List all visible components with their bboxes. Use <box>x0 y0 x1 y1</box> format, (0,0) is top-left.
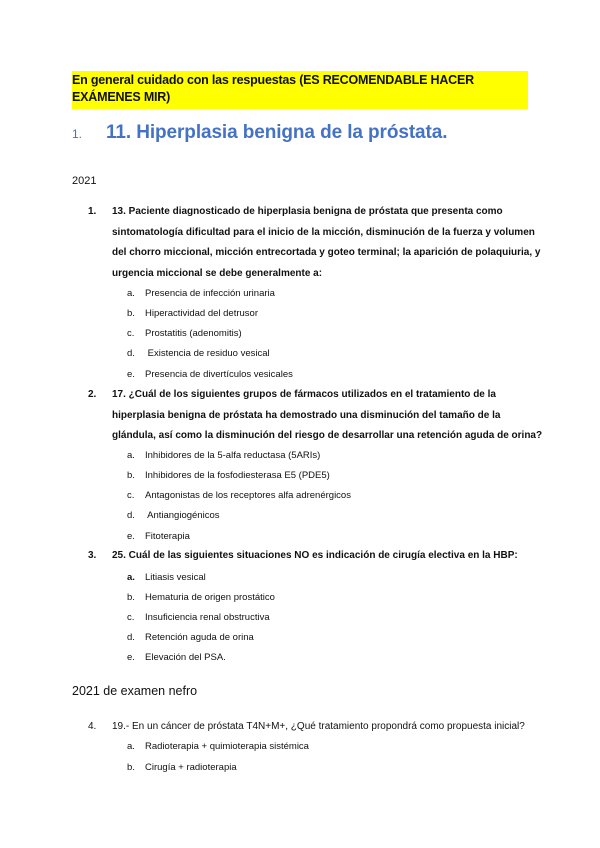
option: a. Litiasis vesical <box>127 572 206 583</box>
section-heading <box>72 122 447 144</box>
option: c. Prostatitis (adenomitis) <box>127 328 242 339</box>
question-2 <box>88 385 543 447</box>
question-text: 19.- En un cáncer de próstata T4N+M+, ¿Qué tratamiento propondrá como propuesta inicial? <box>112 721 525 732</box>
question-text: 25. Cuál de las siguientes situaciones NO es indicación de cirugía electiva en la HBP: <box>112 550 518 561</box>
option: b. Inhibidores de la fosfodiesterasa E5 (PDE5) <box>127 470 330 481</box>
option: a. Presencia de infección urinaria <box>127 288 275 299</box>
question-4 <box>88 717 543 738</box>
section-note: 2021 de examen nefro <box>72 684 198 698</box>
option: a. Radioterapia + quimioterapia sistémica <box>127 741 309 752</box>
warning-banner: En general cuidado con las respuestas (ES RECOMENDABLE HACER EXÁMENES MIR) <box>72 71 528 109</box>
question-1 <box>88 202 543 284</box>
question-number: 1. <box>88 206 97 217</box>
question-number: 2. <box>88 389 97 400</box>
option: e. Elevación del PSA. <box>127 652 226 663</box>
option: d. Antiangiogénicos <box>127 510 220 521</box>
option: b. Hiperactividad del detrusor <box>127 308 259 319</box>
option: d. Retención aguda de orina <box>127 632 254 643</box>
option: c. Antagonistas de los receptores alfa adrenérgicos <box>127 490 351 501</box>
option: a. Inhibidores de la 5-alfa reductasa (5ARIs) <box>127 450 321 461</box>
heading-title: 11. Hiperplasia benigna de la próstata. <box>106 122 448 143</box>
heading-number: 1. <box>72 127 83 141</box>
question-3 <box>88 546 543 567</box>
year-label: 2021 <box>72 175 97 187</box>
question-text: 13. Paciente diagnosticado de hiperplasia benigna de próstata que presenta como sintomatología dificultad para el inicio de la micción, disminución de la fuerza y volumen del chorro miccional, micción entrecortada y goteo terminal; la aparición de polaquiuria, y urgencia miccional se debe generalmente a: <box>112 206 541 279</box>
option: b. Hematuria de origen prostático <box>127 592 275 603</box>
question-text: 17. ¿Cuál de los siguientes grupos de fármacos utilizados en el tratamiento de la hiperplasia benigna de próstata ha demostrado una disminución del tamaño de la glándula, así como la disminución del riesgo de desarrollar una retención aguda de orina? <box>112 389 543 441</box>
option: d. Existencia de residuo vesical <box>127 348 270 359</box>
option: e. Presencia de divertículos vesicales <box>127 369 293 380</box>
question-number: 4. <box>88 721 97 732</box>
question-number: 3. <box>88 550 97 561</box>
option: b. Cirugía + radioterapia <box>127 762 237 773</box>
option: e. Fitoterapia <box>127 531 190 542</box>
option: c. Insuficiencia renal obstructiva <box>127 612 270 623</box>
